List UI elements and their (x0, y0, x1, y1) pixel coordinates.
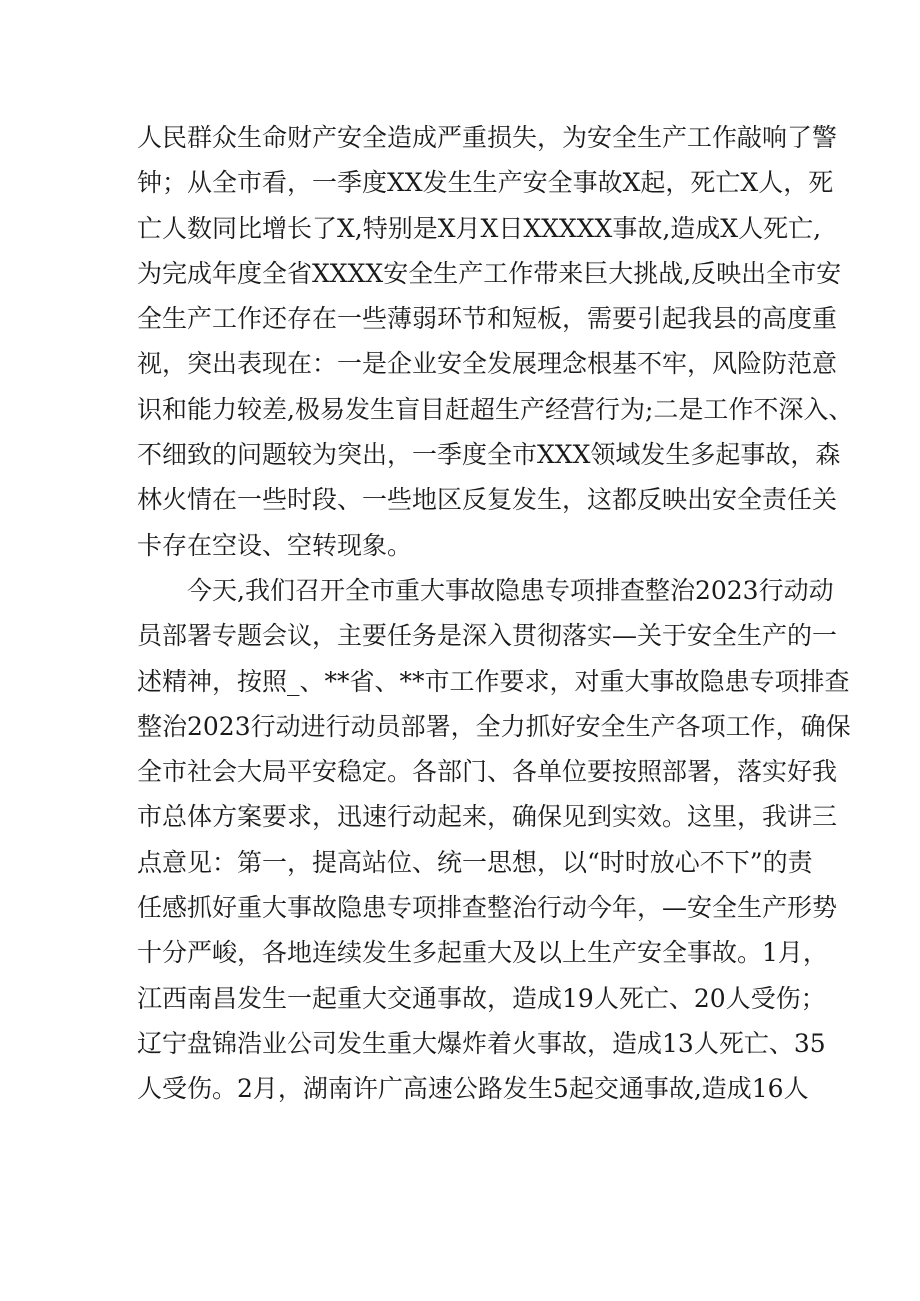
text-line: 辽宁盘锦浩业公司发生重大爆炸着火事故，造成13人死亡、35 (137, 1028, 826, 1058)
text-line: 卡存在空设、空转现象。 (137, 530, 413, 560)
text-line: 全市社会大局平安稳定。各部门、各单位要按照部署，落实好我 (137, 757, 838, 787)
text-line: 林火情在一些时段、一些地区反复发生，这都反映出安全责任关 (137, 485, 838, 515)
text-line: 述精神，按照_、**省、**市工作要求，对重大事故隐患专项排查 (137, 666, 850, 696)
text-line: 点意见：第一，提高站位、统一思想，以“时时放心不下”的责 (137, 847, 813, 877)
text-line: 人受伤。2月，湖南许广高速公路发生5起交通事故,造成16人 (137, 1074, 809, 1104)
text-line: 亡人数同比增长了X,特别是X月X日XXXXX事故,造成X人死亡, (137, 213, 822, 243)
text-line: 任感抓好重大事故隐患专项排查整治行动今年，—安全生产形势 (137, 893, 838, 923)
text-line: 识和能力较差,极易发生盲目赶超生产经营行为;二是工作不深入、 (137, 394, 854, 424)
text-line: 钟；从全市看，一季度XX发生生产安全事故X起，死亡X人，死 (137, 168, 834, 198)
text-line: 江西南昌发生一起重大交通事故，造成19人死亡、20人受伤； (137, 983, 826, 1013)
text-line: 全生产工作还存在一些薄弱环节和短板，需要引起我县的高度重 (137, 304, 838, 334)
document-body (137, 115, 854, 1112)
text-line: 人民群众生命财产安全造成严重损失，为安全生产工作敲响了警 (137, 123, 838, 152)
text-line: 不细致的问题较为突出，一季度全市XXX领域发生多起事故，森 (137, 440, 841, 470)
text-line: 为完成年度全省XXXX安全生产工作带来巨大挑战,反映出全市安 (137, 258, 842, 288)
text-line: 今天,我们召开全市重大事故隐患专项排查整治2023行动动 (187, 575, 834, 605)
paragraph-2 (137, 568, 851, 1112)
text-line: 市总体方案要求，迅速行动起来，确保见到实效。这里，我讲三 (137, 802, 838, 832)
text-line: 视，突出表现在：一是企业安全发展理念根基不牢，风险防范意 (137, 349, 838, 379)
text-line: 十分严峻，各地连续发生多起重大及以上生产安全事故。1月， (137, 938, 828, 968)
text-line: 整治2023行动进行动员部署，全力抓好安全生产各项工作，确保 (137, 711, 851, 741)
paragraph-1 (137, 115, 854, 568)
text-line: 员部署专题会议，主要任务是深入贯彻落实—关于安全生产的一 (137, 621, 838, 651)
